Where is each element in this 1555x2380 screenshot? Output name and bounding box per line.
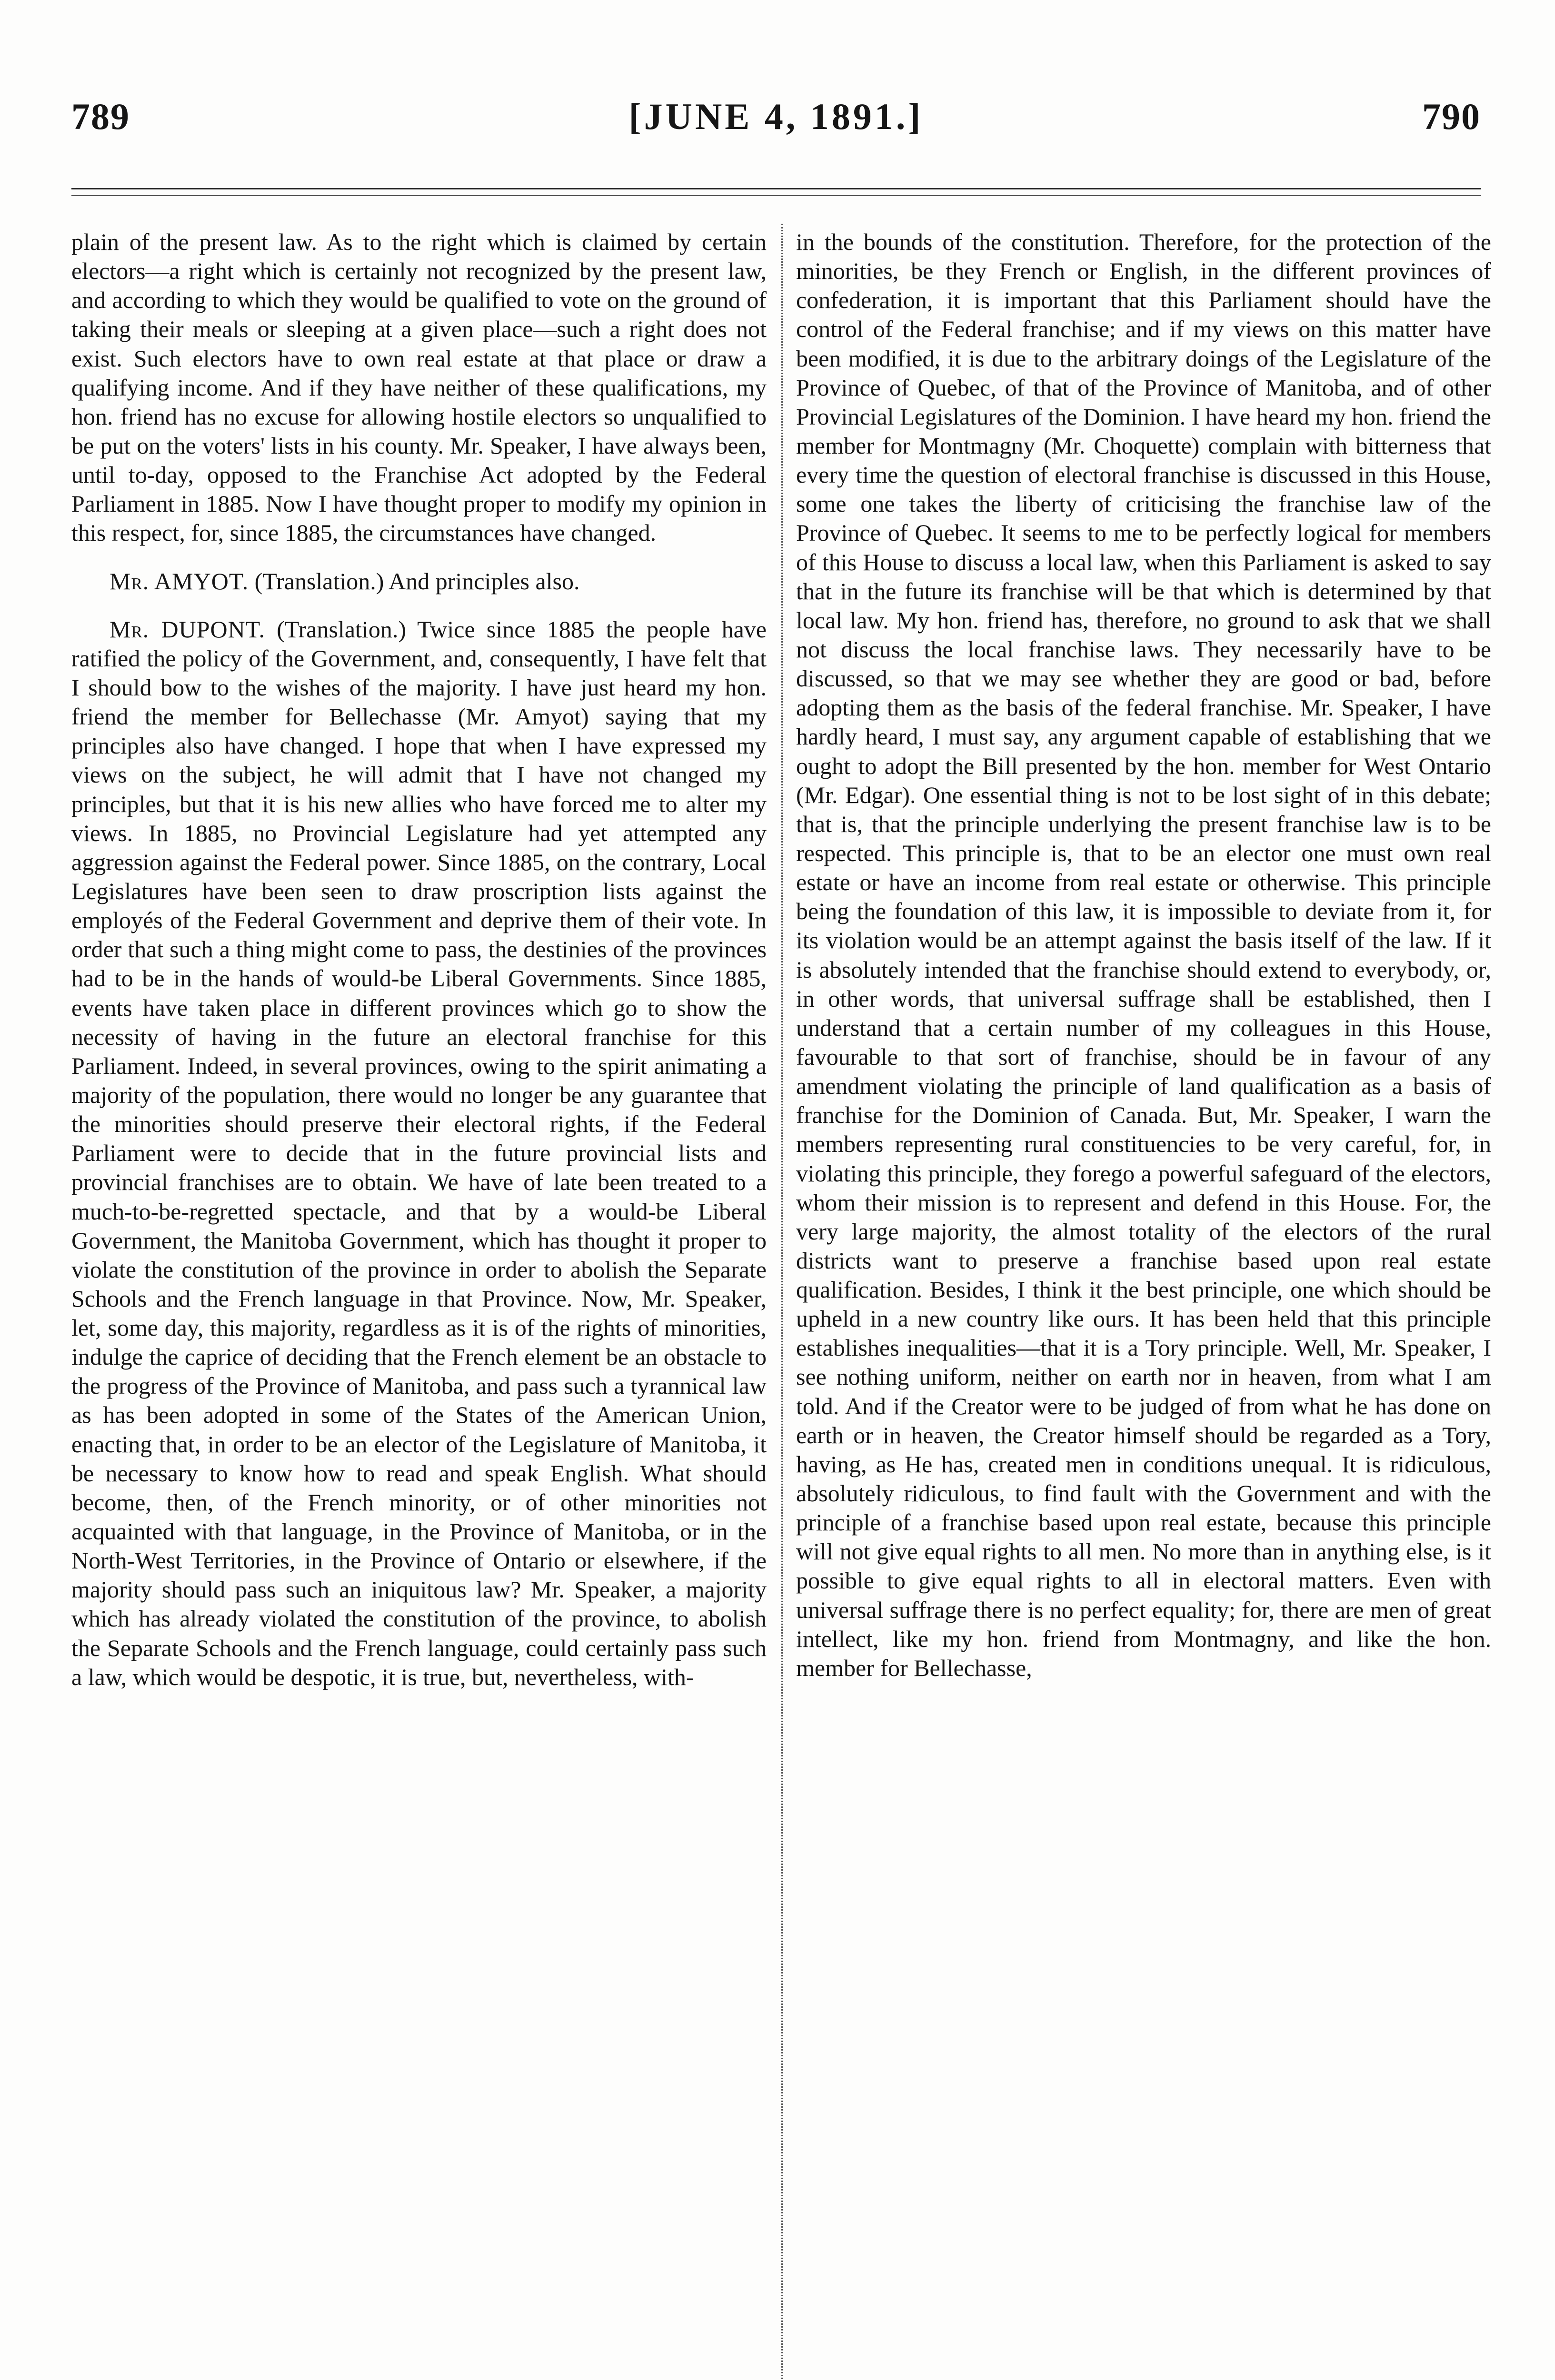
page-header bbox=[71, 95, 1481, 152]
speaker-name: Mr. DUPONT. bbox=[110, 615, 266, 643]
speech-text: (Translation.) And principles also. bbox=[249, 567, 580, 595]
right-column bbox=[796, 228, 1491, 2379]
page-number-right: 790 bbox=[1422, 96, 1481, 137]
page-number-left: 789 bbox=[71, 96, 130, 137]
speech-dupont bbox=[71, 615, 767, 1692]
left-column bbox=[71, 228, 767, 2379]
paragraph: plain of the present law. As to the right which is claimed by certain electors—a right which is certainly not recognized by the present law, and according to which they would be qualified to vote on the ground of taking their meals or sleeping at a given place—such a right does not exist. Such electors have to own real estate at that place or draw a qualifying income. And if they have neither of these qualifications, my hon. friend has no excuse for allowing hostile electors so unqualified to be put on the voters' lists in his county. Mr. Speaker, I have always been, until to-day, opposed to the Franchise Act adopted by the Federal Parliament in 1885. Now I have thought proper to modify my opinion in this respect, for, since 1885, the circumstances have changed. bbox=[71, 228, 767, 546]
paragraph: in the bounds of the constitution. Therefore, for the protection of the minorities, be they French or English, in the different provinces of confederation, it is important that this Parliament should have the control of the Federal franchise; and if my views on this matter have been modified, it is due to the arbitrary doings of the Legislature of the Province of Quebec, of that of the Province of Manitoba, and of other Provincial Legislatures of the Dominion. I have heard my hon. friend the member for Montmagny (Mr. Choquette) complain with bitterness that every time the question of electoral franchise is discussed in this House, some one takes the liberty of criticising the franchise law of the Province of Quebec. It seems to me to be perfectly logical for members of this House to discuss a local law, when this Parliament is asked to say that in the future its franchise will be that which is determined by that local law. My hon. friend has, therefore, no ground to ask that we shall not discuss the local franchise laws. They necessarily have to be discussed, so that we may see whether they are good or bad, before adopting them as the basis of the federal franchise. Mr. Speaker, I have hardly heard, I must say, any argument capable of establishing that we ought to adopt the Bill presented by the hon. member for West Ontario (Mr. Edgar). One essential thing is not to be lost sight of in this debate; that is, that the principle underlying the present franchise law is to be respected. This principle is, that to be an elector one must own real estate or have an income from real estate or otherwise. This principle being the foundation of this law, it is impossible to deviate from it, for its violation would be an attempt against the basis itself of the law. If it is absolutely intended that the franchise should extend to everybody, or, in other words, that universal suffrage shall be established, then I understand that a certain number of my colleagues in this House, favourable to that sort of franchise, should be in favour of any amendment violating the principle of land qualification as a basis of franchise for the Dominion of Canada. But, Mr. Speaker, I warn the members representing rural constituencies to be very careful, for, in violating this principle, they forego a powerful safeguard of the electors, whom their mission is to represent and defend in this House. For, the very large majority, the almost totality of the electors of the rural districts want to preserve a franchise based upon real estate qualification. Besides, I think it the best principle, one which should be upheld in a new country like ours. It has been held that this principle establishes inequalities—that it is a Tory principle. Well, Mr. Speaker, I see nothing uniform, neither on earth nor in heaven, from what I am told. And if the Creator were to be judged of from what he has done on earth or in heaven, the Creator himself should be regarded as a Tory, having, as He has, created men in conditions unequal. It is ridiculous, absolutely ridiculous, to find fault with the Government and with the principle of a franchise based upon real estate, because this principle will not give equal rights to all men. No more than in anything else, is it possible to give equal rights to all in electoral matters. Even with universal suffrage there is no perfect equality; for, there are men of great intellect, like my hon. friend from Montmagny, and like the hon. member for Bellechasse, bbox=[796, 228, 1491, 1681]
running-date-header: [JUNE 4, 1891.] bbox=[628, 96, 924, 137]
speech-amyot bbox=[71, 567, 767, 596]
header-rule-secondary bbox=[71, 195, 1481, 196]
header-rule bbox=[71, 188, 1481, 189]
column-divider bbox=[781, 224, 783, 2380]
speaker-name: Mr. AMYOT. bbox=[110, 567, 249, 595]
speech-text: (Translation.) Twice since 1885 the people have ratified the policy of the Government, and, consequently, I have felt that I should bow to the wishes of the majority. I have just heard my hon. friend the member for Bellechasse (Mr. Amyot) saying that my principles also have changed. I hope that when I have expressed my views on the subject, he will admit that I have not changed my principles, but that it is his new allies who have forced me to alter my views. In 1885, no Provincial Legislature had yet attempted any aggression against the Federal power. Since 1885, on the contrary, Local Legislatures have been seen to draw proscription lists against the employés of the Federal Government and deprive them of their vote. In order that such a thing might come to pass, the destinies of the provinces had to be in the hands of would-be Liberal Governments. Since 1885, events have taken place in different provinces which go to show the necessity of having in the future an electoral franchise for this Parliament. Indeed, in several provinces, owing to the spirit animating a majority of the population, there would no longer be any guarantee that the minorities should preserve their electoral rights, if the Federal Parliament were to decide that in the future provincial lists and provincial franchises are to obtain. We have of late been treated to a much-to-be-regretted spectacle, and that by a would-be Liberal Government, the Manitoba Government, which has thought it proper to violate the constitution of the province in order to abolish the Separate Schools and the French language in that Province. Now, Mr. Speaker, let, some day, this majority, regardless as it is of the rights of minorities, indulge the caprice of deciding that the French element be an obstacle to the progress of the Province of Manitoba, and pass such a tyrannical law as has been adopted in some of the States of the American Union, enacting that, in order to be an elector of the Legislature of Manitoba, it be necessary to know how to read and speak English. What should become, then, of the French minority, or of other minorities not acquainted with that language, in the Province of Manitoba, or in the North-West Territories, in the Province of Ontario or elsewhere, if the majority should pass such an iniquitous law? Mr. Speaker, a majority which has already violated the constitution of the province, to abolish the Separate Schools and the French language, could certainly pass such a law, which would be despotic, it is true, but, nevertheless, with- bbox=[71, 615, 767, 1690]
